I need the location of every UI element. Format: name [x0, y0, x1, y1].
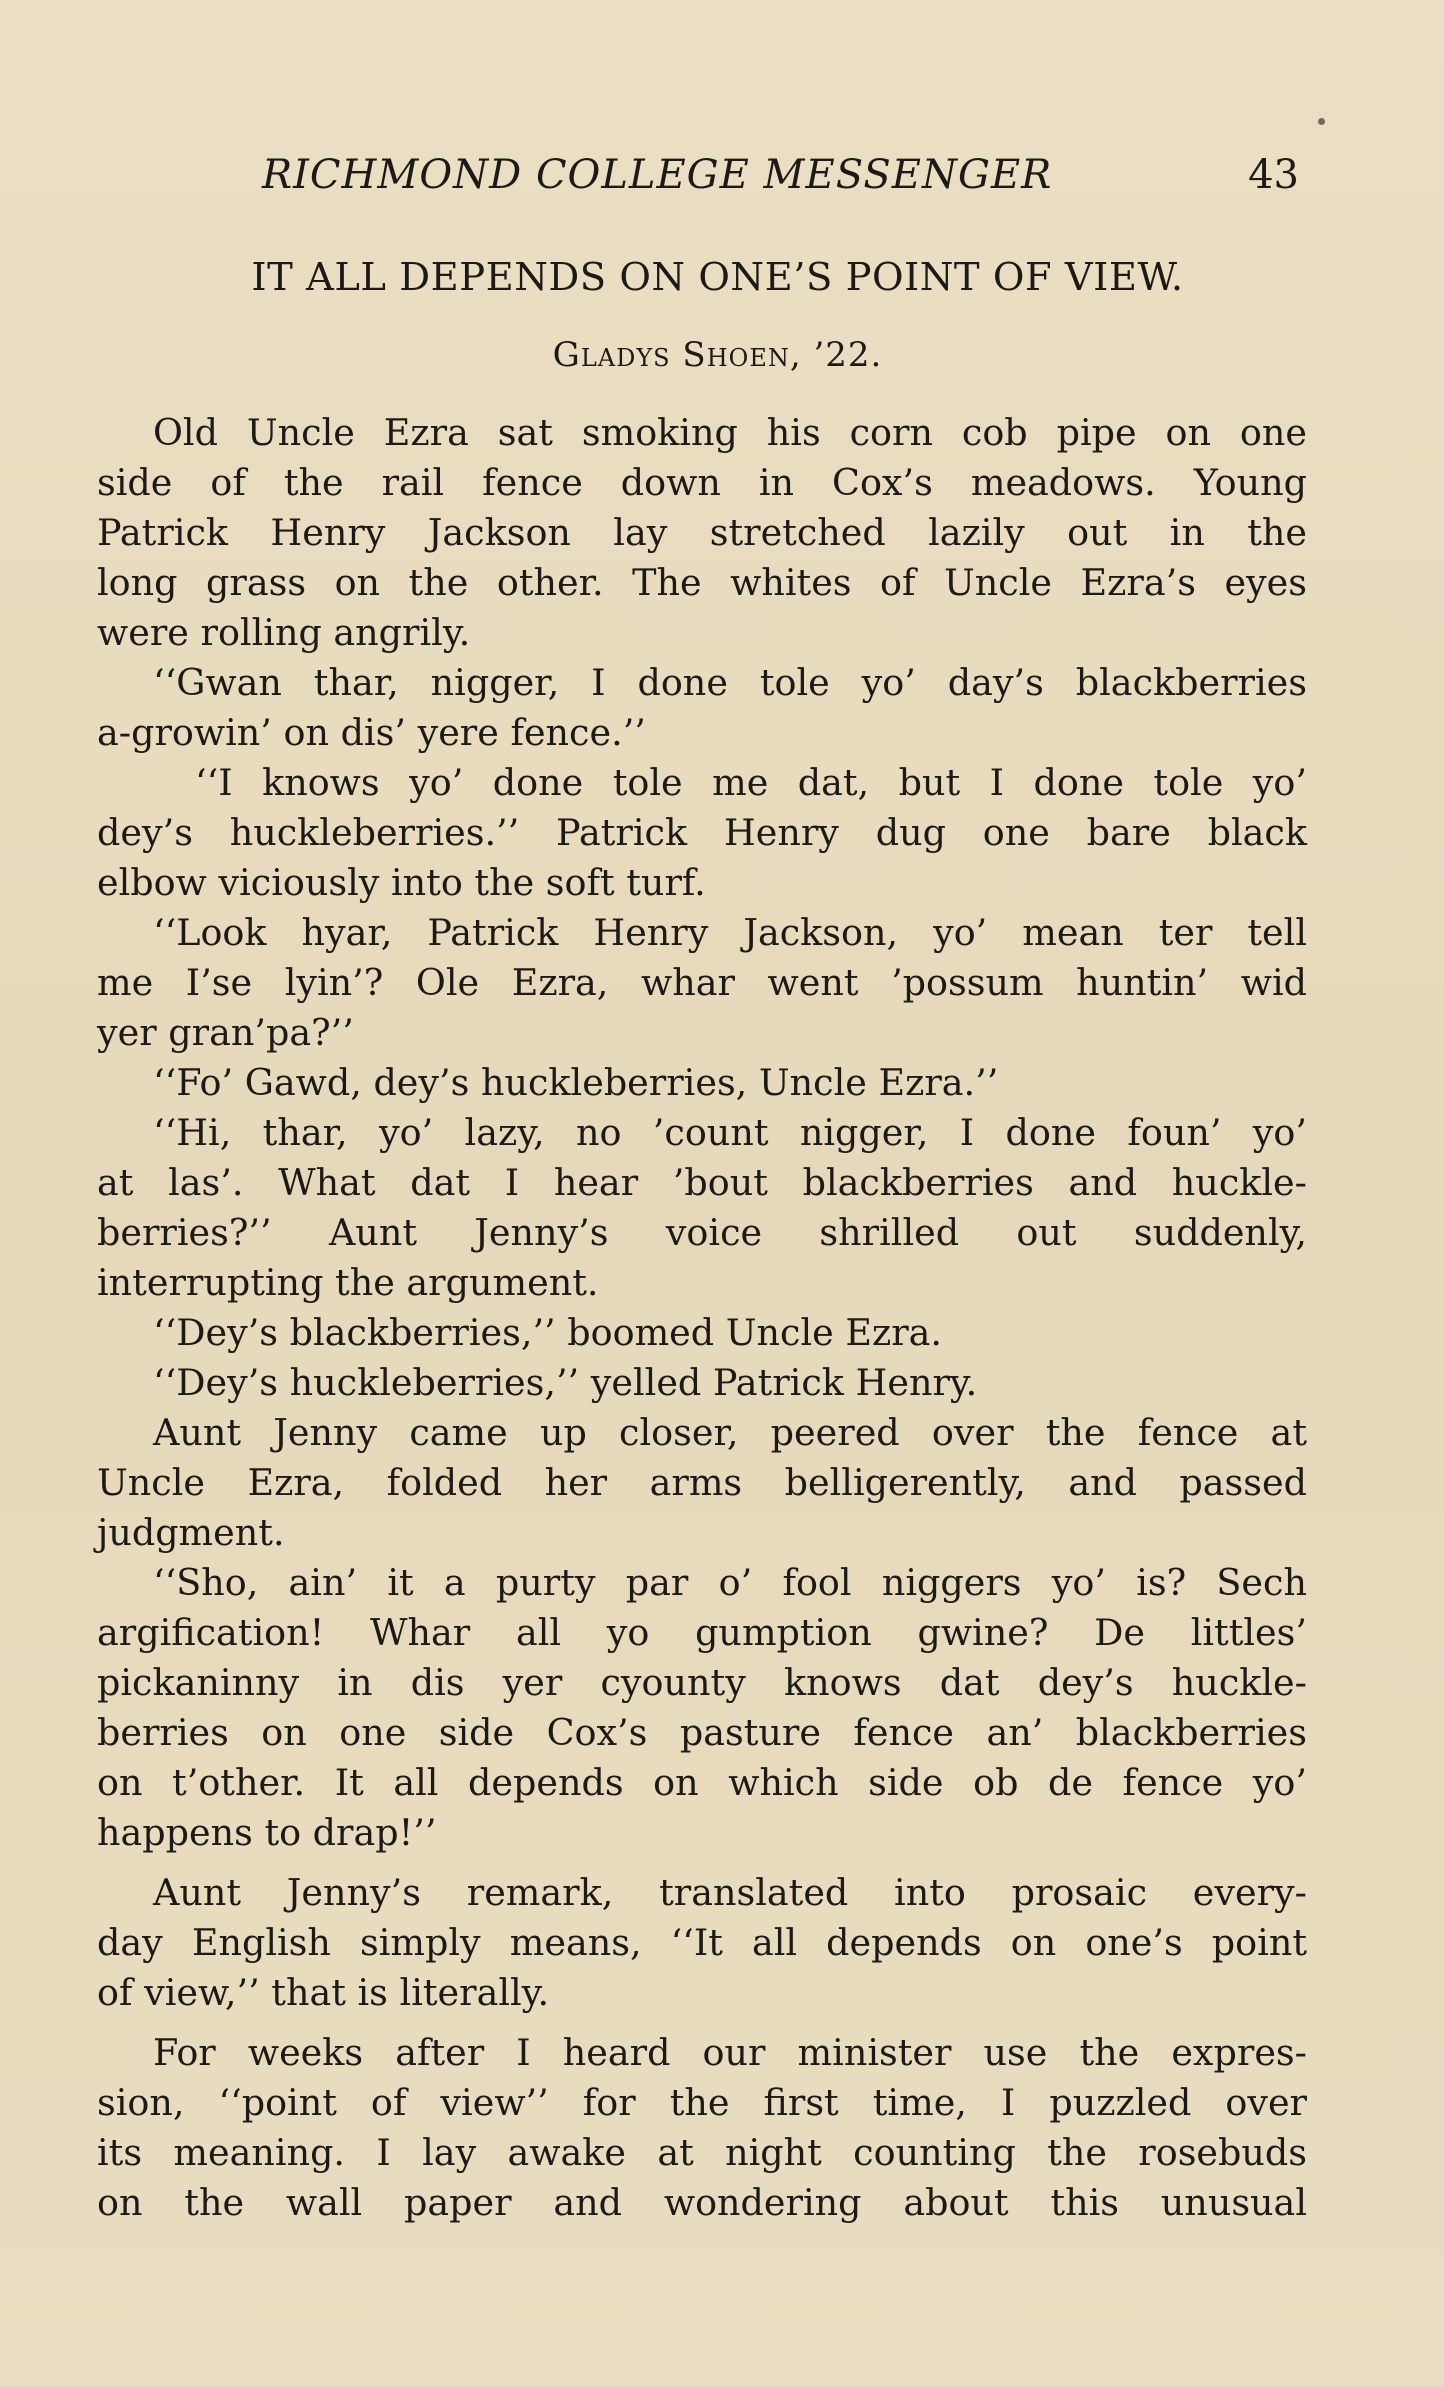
body-line: side of the rail fence down in Cox’s meadows. Young	[97, 461, 1307, 504]
body-line: dey’s huckleberries.’’ Patrick Henry dug one bare black	[97, 811, 1307, 854]
ink-speck	[1318, 118, 1325, 125]
body-line: ‘‘Dey’s blackberries,’’ boomed Uncle Ezra.	[153, 1311, 943, 1354]
body-line: judgment.	[97, 1511, 285, 1554]
body-line: at las’. What dat I hear ’bout blackberries and huckle-	[97, 1161, 1307, 1204]
body-line: a-growin’ on dis’ yere fence.’’	[97, 711, 646, 754]
body-line: Aunt Jenny’s remark, translated into prosaic every-	[153, 1871, 1307, 1914]
body-line: ‘‘Dey’s huckleberries,’’ yelled Patrick Henry.	[153, 1361, 978, 1404]
body-line: ‘‘Hi, thar, yo’ lazy, no ’count nigger, I done foun’ yo’	[153, 1111, 1307, 1154]
body-line: ‘‘Gwan thar, nigger, I done tole yo’ day’s blackberries	[153, 661, 1307, 704]
body-line: ‘‘Fo’ Gawd, dey’s huckleberries, Uncle Ezra.’’	[153, 1061, 999, 1104]
body-line: happens to drap!’’	[97, 1811, 437, 1854]
running-header	[262, 152, 1307, 204]
body-line: ‘‘Look hyar, Patrick Henry Jackson, yo’ mean ter tell	[153, 911, 1307, 954]
body-line: its meaning. I lay awake at night counting the rosebuds	[97, 2131, 1307, 2174]
body-line: pickaninny in dis yer cyounty knows dat dey’s huckle-	[97, 1661, 1307, 1704]
body-line: Patrick Henry Jackson lay stretched lazily out in the	[97, 511, 1307, 554]
body-line: For weeks after I heard our minister use the expres-	[153, 2031, 1307, 2074]
body-line: Old Uncle Ezra sat smoking his corn cob pipe on one	[153, 411, 1307, 454]
body-line: long grass on the other. The whites of Uncle Ezra’s eyes	[97, 561, 1307, 604]
page-number: 43	[1248, 152, 1299, 198]
body-line: of view,’’ that is literally.	[97, 1971, 550, 2014]
body-line: yer gran’pa?’’	[97, 1011, 354, 1054]
body-line: elbow viciously into the soft turf.	[97, 861, 706, 904]
body-line: berries on one side Cox’s pasture fence an’ blackberries	[97, 1711, 1307, 1754]
body-line: ‘‘I knows yo’ done tole me dat, but I done tole yo’	[195, 761, 1307, 804]
article-title: IT ALL DEPENDS ON ONE’S POINT OF VIEW.	[251, 255, 1184, 300]
body-line: sion, ‘‘point of view’’ for the first time, I puzzled over	[97, 2081, 1307, 2124]
running-title: RICHMOND COLLEGE MESSENGER	[262, 152, 1053, 198]
body-line: on t’other. It all depends on which side ob de fence yo’	[97, 1761, 1307, 1804]
body-line: ‘‘Sho, ain’ it a purty par o’ fool niggers yo’ is? Sech	[153, 1561, 1307, 1604]
body-line: me I’se lyin’? Ole Ezra, whar went ’possum huntin’ wid	[97, 961, 1307, 1004]
body-line: interrupting the argument.	[97, 1261, 599, 1304]
body-line: on the wall paper and wondering about this unusual	[97, 2181, 1307, 2224]
body-line: were rolling angrily.	[97, 611, 471, 654]
body-line: day English simply means, ‘‘It all depends on one’s point	[97, 1921, 1307, 1964]
body-line: Uncle Ezra, folded her arms belligerently, and passed	[97, 1461, 1307, 1504]
article-byline: Gladys Shoen, ’22.	[552, 335, 883, 375]
body-line: Aunt Jenny came up closer, peered over the fence at	[153, 1411, 1307, 1454]
body-line: berries?’’ Aunt Jenny’s voice shrilled out suddenly,	[97, 1211, 1307, 1254]
body-line: argification! Whar all yo gumption gwine? De littles’	[97, 1611, 1307, 1654]
